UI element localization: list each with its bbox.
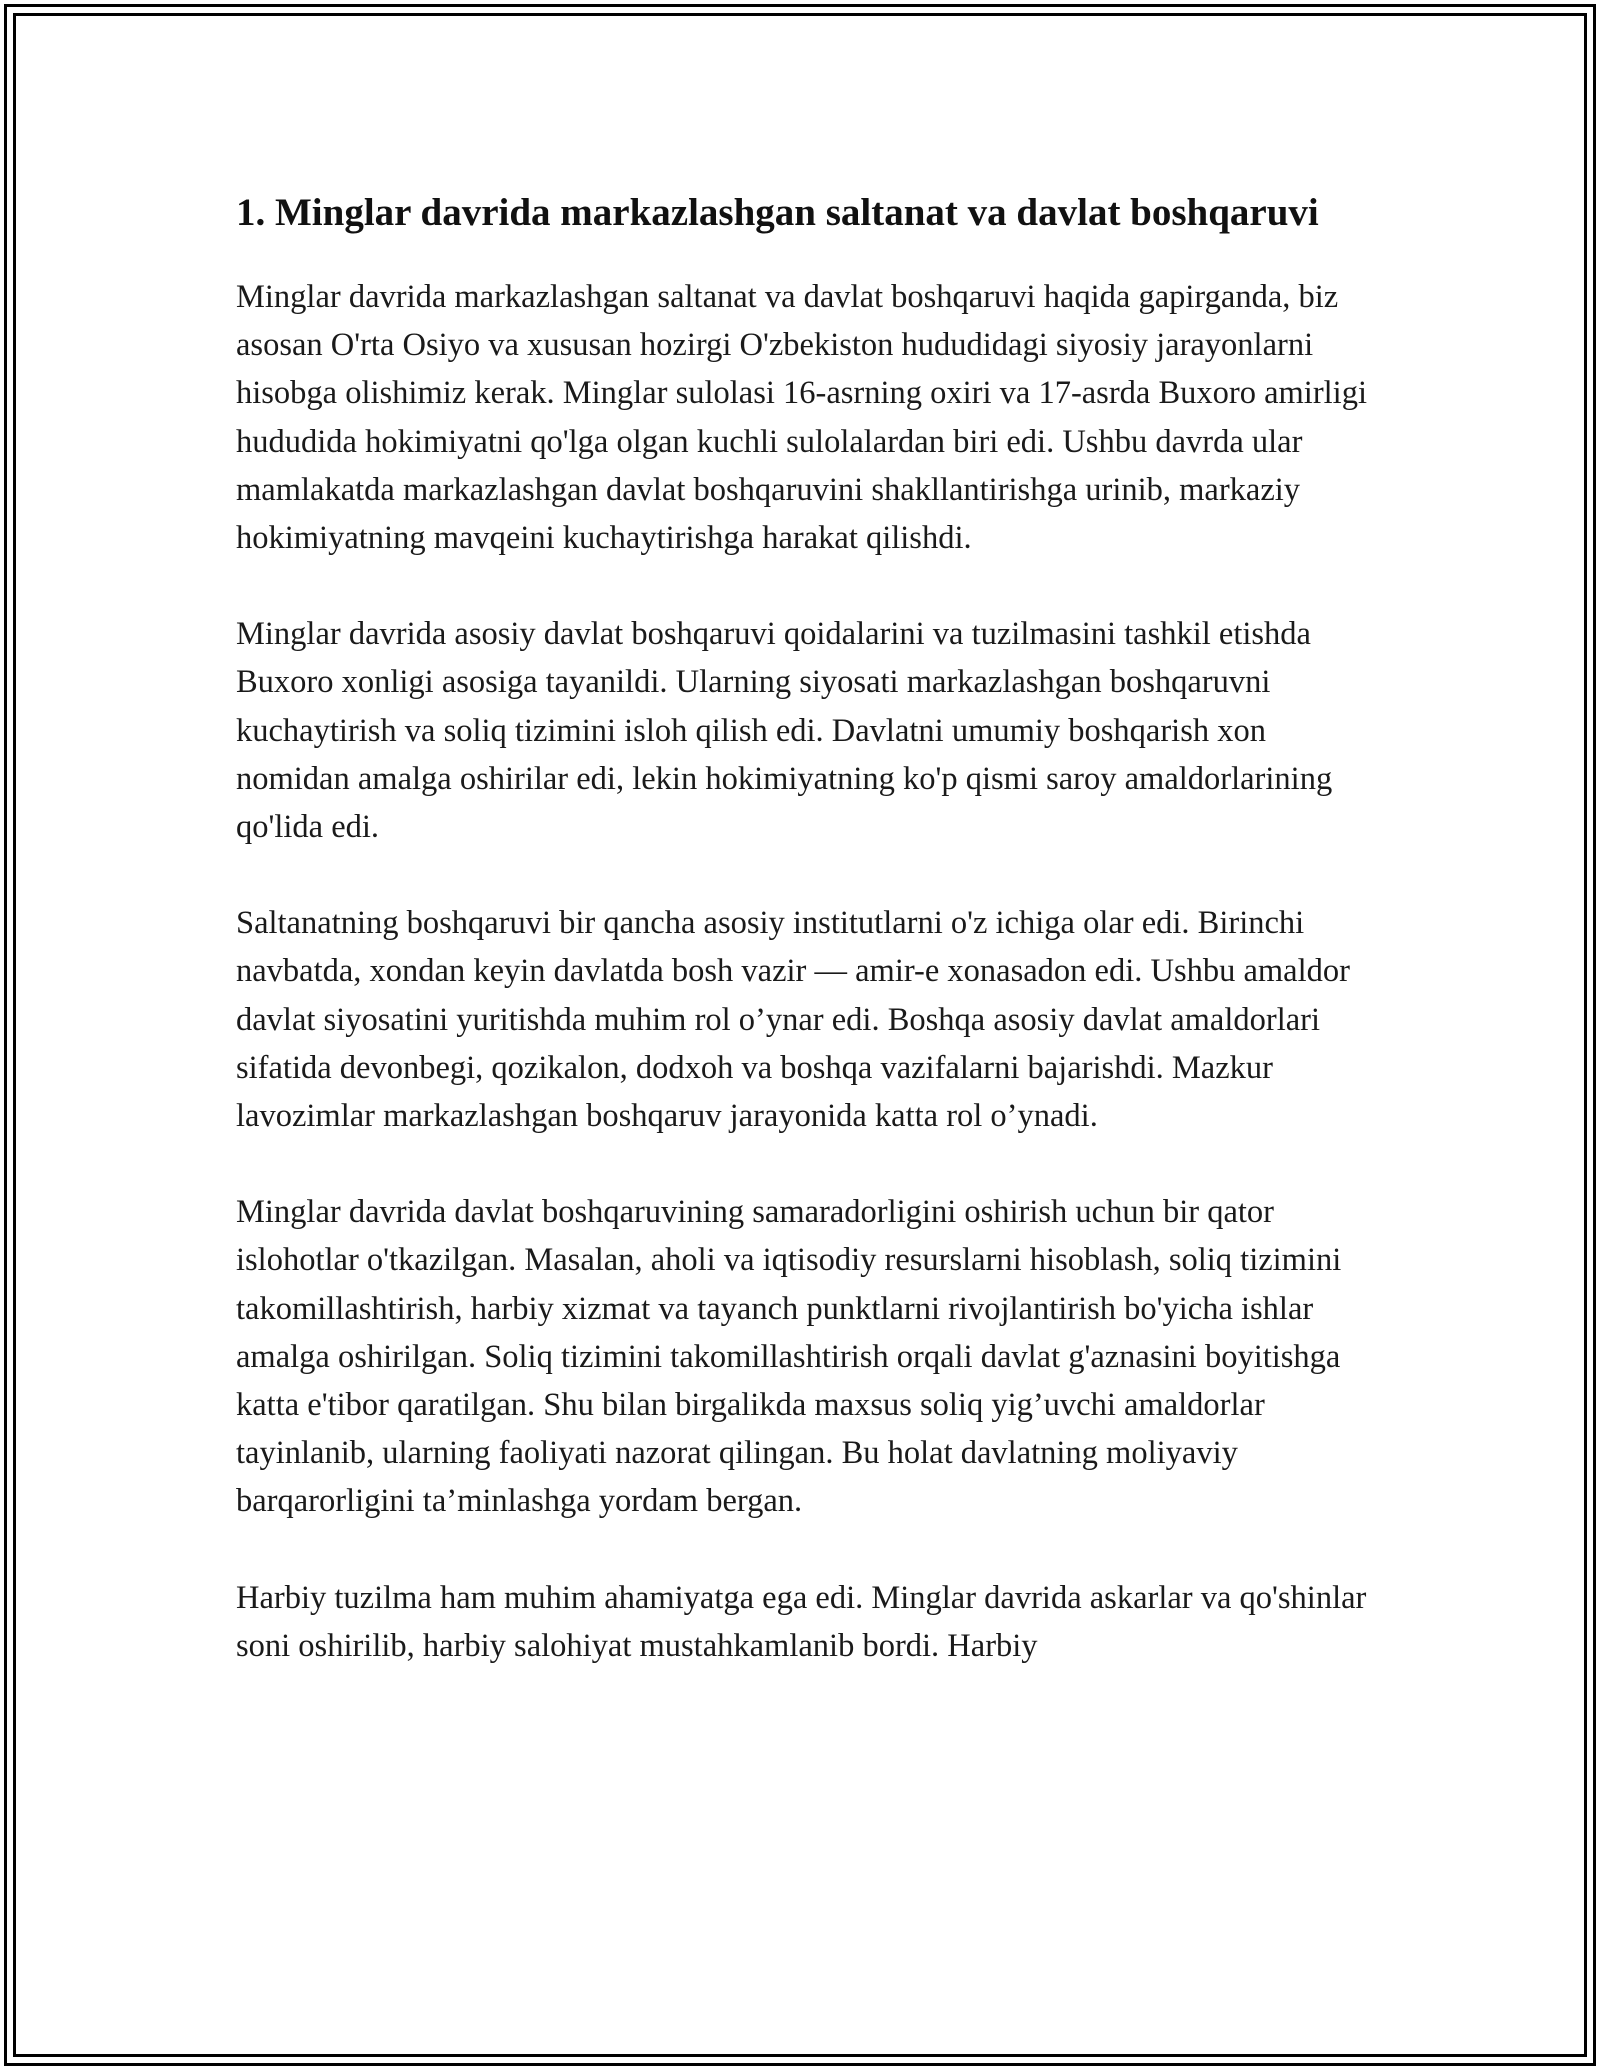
section-heading: 1. Minglar davrida markazlashgan saltanat va davlat boshqaruvi (236, 191, 1319, 234)
paragraph-4: Minglar davrida davlat boshqaruvining samaradorligini oshirish uchun bir qator islohotlar o'tkazilgan. Masalan, aholi va iqtisodiy resurslarni hisoblash, soliq tizimini takomillashtirish, harbiy xizmat va tayanch punktlarni rivojlantirish bo'yicha ishlar amalga oshirilgan. Soliq tizimini takomillashtirish orqali davlat g'aznasini boyitishga katta e'tibor qaratilgan. Shu bilan birgalikda maxsus soliq yig’uvchi amaldorlar tayinlanib, ularning faoliyati nazorat qilingan. Bu holat davlatning moliyaviy barqarorligini ta’minlashga yordam bergan. (236, 1194, 1342, 1520)
paragraph-3: Saltanatning boshqaruvi bir qancha asosiy institutlarni o'z ichiga olar edi. Birinchi navbatda, xondan keyin davlatda bosh vazir — amir-e xonasadon edi. Ushbu amaldor davlat siyosatini yuritishda muhim rol o’ynar edi. Boshqa asosiy davlat amaldorlari sifatida devonbegi, qozikalon, dodxoh va boshqa vazifalarni bajarishdi. Mazkur lavozimlar markazlashgan boshqaruv jarayonida katta rol o’ynadi. (236, 905, 1350, 1135)
paragraph-2: Minglar davrida asosiy davlat boshqaruvi qoidalarini va tuzilmasini tashkil etishda Buxoro xonligi asosiga tayanildi. Ularning siyosati markazlashgan boshqaruvni kuchaytirish va soliq tizimini isloh qilish edi. Davlatni umumiy boshqarish xon nomidan amalga oshirilar edi, lekin hokimiyatning ko'p qismi saroy amaldorlarining qo'lida edi. (236, 616, 1333, 846)
paragraph-1: Minglar davrida markazlashgan saltanat va davlat boshqaruvi haqida gapirganda, biz asosan O'rta Osiyo va xususan hozirgi O'zbekiston hududidagi siyosiy jarayonlarni hisobga olishimiz kerak. Minglar sulolasi 16-asrning oxiri va 17-asrda Buxoro amirligi hududida hokimiyatni qo'lga olgan kuchli sulolalardan biri edi. Ushbu davrda ular mamlakatda markazlashgan davlat boshqaruvini shakllantirishga urinib, markaziy hokimiyatning mavqeini kuchaytirishga harakat qilishdi. (236, 279, 1367, 557)
document-body (236, 186, 1376, 1718)
paragraph-5: Harbiy tuzilma ham muhim ahamiyatga ega edi. Minglar davrida askarlar va qo'shinlar soni oshirilib, harbiy salohiyat mustahkamlanib bordi. Harbiy (236, 1579, 1367, 1664)
